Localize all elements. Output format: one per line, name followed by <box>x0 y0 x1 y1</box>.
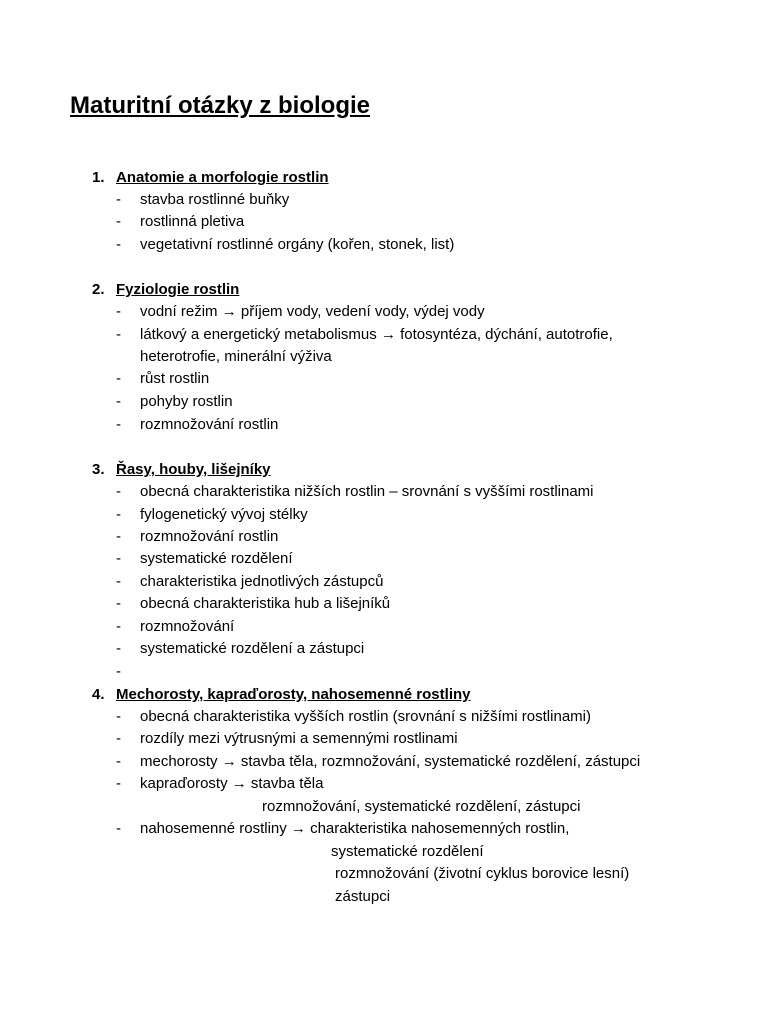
bullet-dash: - <box>116 303 121 320</box>
bullet-dash: - <box>116 708 121 725</box>
list-item-text: systematické rozdělení a zástupci <box>140 640 365 657</box>
section-number: 1. <box>92 169 105 186</box>
section-heading: Řasy, houby, lišejníky <box>116 461 271 478</box>
list-item-text: rostlinná pletiva <box>140 213 245 230</box>
section-number: 2. <box>92 281 105 298</box>
list-item-text: pohyby rostlin <box>140 393 233 410</box>
list-item-text: vodní režim → příjem vody, vedení vody, výdej vody <box>140 303 485 320</box>
list-item-text: vegetativní rostlinné orgány (kořen, stonek, list) <box>140 236 455 253</box>
list-item-text: obecná charakteristika nižších rostlin – srovnání s vyššími rostlinami <box>140 483 594 500</box>
list-item-text: rozdíly mezi výtrusnými a semennými rostlinami <box>140 730 458 747</box>
section-number: 3. <box>92 461 105 478</box>
page-title: Maturitní otázky z biologie <box>70 92 371 119</box>
list-item-text: systematické rozdělení <box>140 550 293 567</box>
section-number: 4. <box>92 686 105 703</box>
bullet-dash: - <box>116 506 121 523</box>
list-item-text: fylogenetický vývoj stélky <box>140 506 308 523</box>
list-item-continuation: zástupci <box>335 888 391 905</box>
bullet-dash: - <box>116 483 121 500</box>
list-item-text: růst rostlin <box>140 370 210 387</box>
bullet-dash: - <box>116 663 121 680</box>
bullet-dash: - <box>116 191 121 208</box>
list-item-continuation: rozmnožování (životní cyklus borovice lesní) <box>335 865 630 882</box>
list-item-text: kapraďorosty → stavba těla <box>140 775 324 792</box>
list-item-text: obecná charakteristika hub a lišejníků <box>140 595 391 612</box>
bullet-dash: - <box>116 236 121 253</box>
list-item-text: mechorosty → stavba těla, rozmnožování, systematické rozdělení, zástupci <box>140 753 641 770</box>
bullet-dash: - <box>116 528 121 545</box>
list-item-text: rozmnožování <box>140 618 235 635</box>
bullet-dash: - <box>116 393 121 410</box>
bullet-dash: - <box>116 326 121 343</box>
bullet-dash: - <box>116 640 121 657</box>
bullet-dash: - <box>116 213 121 230</box>
list-item-text: rozmnožování rostlin <box>140 416 279 433</box>
list-item-text: látkový a energetický metabolismus → fotosyntéza, dýchání, autotrofie, <box>140 326 613 343</box>
bullet-dash: - <box>116 730 121 747</box>
list-item-continuation: rozmnožování, systematické rozdělení, zástupci <box>262 798 581 815</box>
bullet-dash: - <box>116 370 121 387</box>
section-heading: Fyziologie rostlin <box>116 281 240 298</box>
list-item-text: charakteristika jednotlivých zástupců <box>140 573 384 590</box>
bullet-dash: - <box>116 753 121 770</box>
list-item-text: rozmnožování rostlin <box>140 528 279 545</box>
list-item-text: obecná charakteristika vyšších rostlin (srovnání s nižšími rostlinami) <box>140 708 591 725</box>
list-item-text: nahosemenné rostliny → charakteristika nahosemenných rostlin, <box>140 820 570 837</box>
list-item-continuation: systematické rozdělení <box>331 843 484 860</box>
bullet-dash: - <box>116 618 121 635</box>
bullet-dash: - <box>116 550 121 567</box>
list-item-text: stavba rostlinné buňky <box>140 191 290 208</box>
bullet-dash: - <box>116 573 121 590</box>
bullet-dash: - <box>116 775 121 792</box>
bullet-dash: - <box>116 416 121 433</box>
bullet-dash: - <box>116 820 121 837</box>
bullet-dash: - <box>116 595 121 612</box>
section-heading: Mechorosty, kapraďorosty, nahosemenné rostliny <box>116 686 471 703</box>
list-item-continuation: heterotrofie, minerální výživa <box>140 348 332 365</box>
section-heading: Anatomie a morfologie rostlin <box>116 169 329 186</box>
